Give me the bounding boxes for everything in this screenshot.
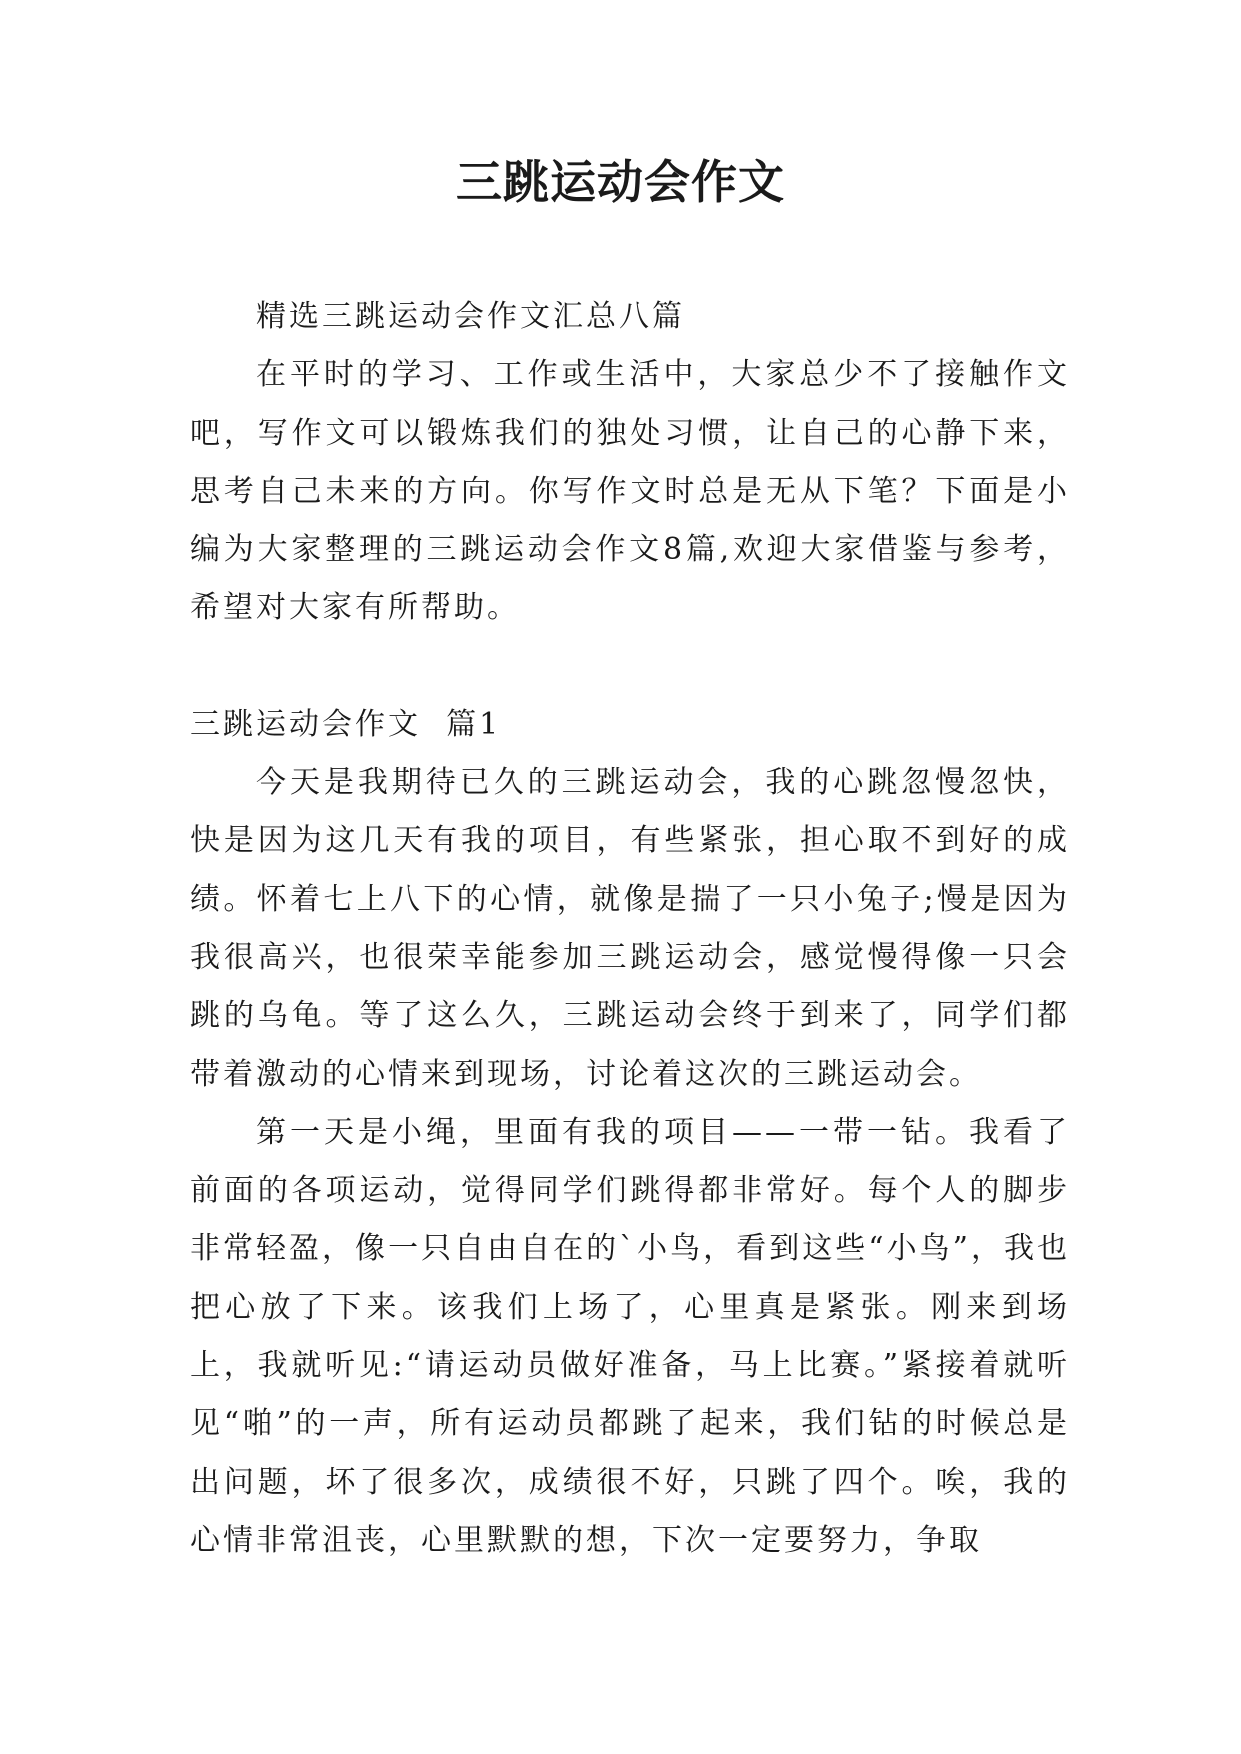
section-heading: 三跳运动会作文 篇1 bbox=[190, 706, 502, 742]
body-paragraph: 第一天是小绳，里面有我的项目——一带一钻。我看了前面的各项运动，觉得同学们跳得都非常好。每个人的脚步非常轻盈，像一只自由自在的`小鸟，看到这些“小鸟”，我也把心放了下来。该我们上场了，心里真是紧张。刚来到场上，我就听见:“请运动员做好准备，马上比赛。”紧接着就听见“啪”的一声，所有运动员都跳了起来，我们钻的时候总是出问题，坏了很多次，成绩很不好，只跳了四个。唉，我的心情非常沮丧，心里默默的想，下次一定要努力，争取 bbox=[190, 1114, 1070, 1558]
intro-paragraph: 在平时的学习、工作或生活中，大家总少不了接触作文吧，写作文可以锻炼我们的独处习惯，让自己的心静下来，思考自己未来的方向。你写作文时总是无从下笔？下面是小编为大家整理的三跳运动会作文8篇,欢迎大家借鉴与参考，希望对大家有所帮助。 bbox=[190, 357, 1070, 626]
document-body bbox=[190, 288, 1070, 1570]
intro-subtitle: 精选三跳运动会作文汇总八篇 bbox=[256, 299, 685, 334]
document-title: 三跳运动会作文 bbox=[456, 155, 785, 209]
body-paragraph: 今天是我期待已久的三跳运动会，我的心跳忽慢忽快，快是因为这几天有我的项目，有些紧张，担心取不到好的成绩。怀着七上八下的心情，就像是揣了一只小兔子;慢是因为我很高兴，也很荣幸能参加三跳运动会，感觉慢得像一只会跳的乌龟。等了这么久，三跳运动会终于到来了，同学们都带着激动的心情来到现场，讨论着这次的三跳运动会。 bbox=[190, 765, 1070, 1092]
